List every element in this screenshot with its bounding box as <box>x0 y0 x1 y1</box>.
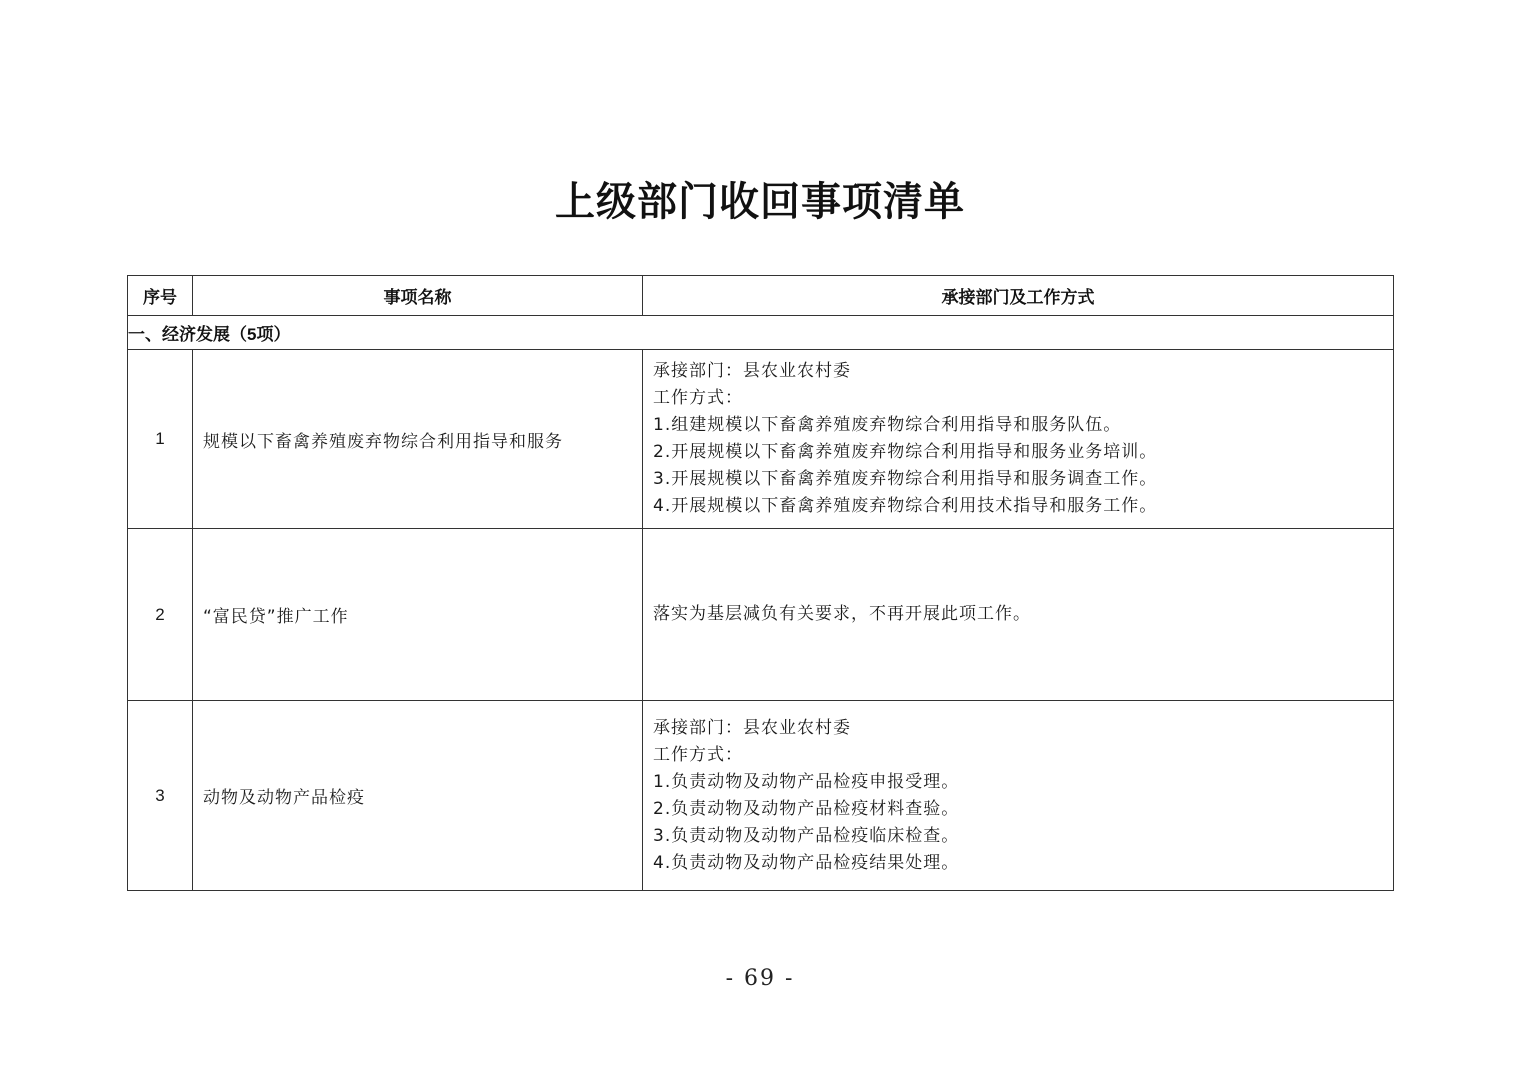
header-no: 序号 <box>128 276 193 316</box>
dept-line: 承接部门：县农业农村委 <box>653 717 851 738</box>
page-number: - 69 - <box>725 966 795 991</box>
table-row <box>128 701 1394 891</box>
method-line: 4.开展规模以下畜禽养殖废弃物综合利用技术指导和服务工作。 <box>653 496 1158 516</box>
row-number: 3 <box>128 701 193 891</box>
method-line: 1.组建规模以下畜禽养殖废弃物综合利用指导和服务队伍。 <box>653 415 1122 435</box>
dept-and-method <box>643 701 1394 891</box>
section-row <box>128 316 1394 350</box>
item-name: 动物及动物产品检疫 <box>193 701 643 891</box>
method-line: 1.负责动物及动物产品检疫申报受理。 <box>653 771 960 792</box>
item-name: “富民贷”推广工作 <box>193 529 643 701</box>
header-dept: 承接部门及工作方式 <box>643 276 1394 316</box>
method-line: 3.开展规模以下畜禽养殖废弃物综合利用指导和服务调查工作。 <box>653 469 1158 489</box>
method-line: 4.负责动物及动物产品检疫结果处理。 <box>653 852 960 873</box>
method-label: 工作方式： <box>653 388 743 408</box>
method-line: 3.负责动物及动物产品检疫临床检查。 <box>653 825 960 846</box>
row-number: 1 <box>128 350 193 529</box>
method-label: 工作方式： <box>653 744 743 765</box>
dept-and-method <box>643 350 1394 529</box>
row-number: 2 <box>128 529 193 701</box>
method-line: 2.负责动物及动物产品检疫材料查验。 <box>653 798 960 819</box>
item-table <box>127 275 1394 891</box>
method-line: 落实为基层减负有关要求，不再开展此项工作。 <box>653 604 1031 624</box>
method-line: 2.开展规模以下畜禽养殖废弃物综合利用指导和服务业务培训。 <box>653 442 1158 462</box>
dept-and-method <box>643 529 1394 701</box>
table-header-row <box>128 276 1394 316</box>
item-name: 规模以下畜禽养殖废弃物综合利用指导和服务 <box>193 350 643 529</box>
table-row <box>128 350 1394 529</box>
page-title: 上级部门收回事项清单 <box>555 178 965 225</box>
dept-line: 承接部门：县农业农村委 <box>653 361 851 381</box>
table-row <box>128 529 1394 701</box>
section-label: 一、经济发展（5项） <box>128 316 1394 350</box>
header-name: 事项名称 <box>193 276 643 316</box>
